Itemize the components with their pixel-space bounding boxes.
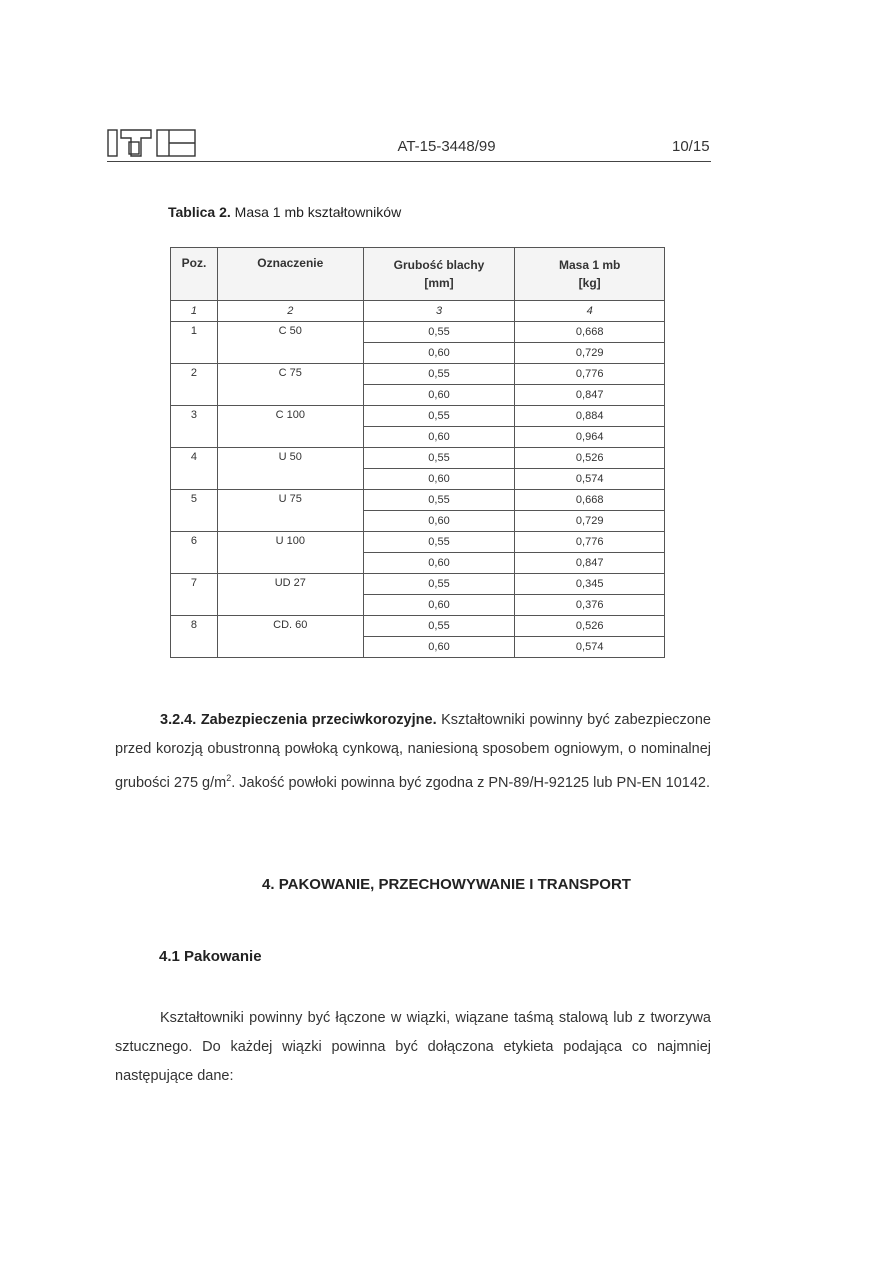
- header-grubosc-line2: [mm]: [424, 276, 454, 290]
- section-3-2-4-text-end: . Jakość powłoki powinna być zgodna z PN-89/H-92125 lub PN-EN 10142.: [231, 774, 711, 791]
- cell-oznaczenie: C 50: [217, 322, 363, 364]
- header-masa-line2: [kg]: [578, 276, 601, 290]
- index-cell: 1: [171, 301, 218, 322]
- header-masa: [515, 248, 665, 301]
- cell-poz: 7: [171, 574, 218, 616]
- cell-masa: 0,526: [515, 616, 665, 637]
- section-3-2-4: [115, 706, 711, 798]
- cell-masa: 0,964: [515, 427, 665, 448]
- cell-masa: 0,776: [515, 532, 665, 553]
- cell-grubosc: 0,60: [363, 469, 515, 490]
- cell-grubosc: 0,60: [363, 595, 515, 616]
- table-caption: [168, 204, 401, 220]
- cell-grubosc: 0,55: [363, 574, 515, 595]
- cell-oznaczenie: C 75: [217, 364, 363, 406]
- cell-grubosc: 0,55: [363, 532, 515, 553]
- cell-poz: 2: [171, 364, 218, 406]
- chapter-4-title: 4. PAKOWANIE, PRZECHOWYWANIE I TRANSPORT: [262, 876, 631, 893]
- index-cell: 3: [363, 301, 515, 322]
- header-divider: [107, 161, 711, 162]
- cell-grubosc: 0,55: [363, 406, 515, 427]
- cell-masa: 0,847: [515, 385, 665, 406]
- header-poz: Poz.: [171, 248, 218, 301]
- cell-grubosc: 0,60: [363, 553, 515, 574]
- table-row: [171, 616, 665, 637]
- cell-oznaczenie: CD. 60: [217, 616, 363, 658]
- section-3-2-4-text: Kształtowniki powinny być zabezpieczone przed korozją obustronną powłoką cynkową, naniesioną sposobem ogniowym, o nominalnej grubości 275 g/m: [115, 712, 712, 791]
- cell-masa: 0,376: [515, 595, 665, 616]
- cell-poz: 8: [171, 616, 218, 658]
- table-row: [171, 448, 665, 469]
- header-grubosc: [363, 248, 515, 301]
- cell-masa: 0,776: [515, 364, 665, 385]
- cell-masa: 0,884: [515, 406, 665, 427]
- cell-grubosc: 0,60: [363, 385, 515, 406]
- cell-grubosc: 0,60: [363, 343, 515, 364]
- cell-masa: 0,574: [515, 469, 665, 490]
- cell-masa: 0,847: [515, 553, 665, 574]
- table-caption-text: Masa 1 mb kształtowników: [234, 204, 402, 220]
- cell-masa: 0,668: [515, 490, 665, 511]
- header-masa-line1: Masa 1 mb: [558, 258, 621, 272]
- page-number: 10/15: [672, 138, 710, 155]
- index-cell: 4: [515, 301, 665, 322]
- cell-grubosc: 0,55: [363, 448, 515, 469]
- table-row: [171, 322, 665, 343]
- column-index-row: [171, 301, 665, 322]
- table-row: [171, 490, 665, 511]
- cell-poz: 5: [171, 490, 218, 532]
- unit-superscript: 2: [226, 773, 232, 783]
- cell-masa: 0,574: [515, 637, 665, 658]
- cell-poz: 1: [171, 322, 218, 364]
- cell-grubosc: 0,60: [363, 637, 515, 658]
- cell-grubosc: 0,60: [363, 511, 515, 532]
- table-row: [171, 532, 665, 553]
- section-3-2-4-number: 3.2.4.: [160, 712, 197, 728]
- cell-grubosc: 0,55: [363, 322, 515, 343]
- index-cell: 2: [217, 301, 363, 322]
- cell-grubosc: 0,55: [363, 616, 515, 637]
- cell-poz: 6: [171, 532, 218, 574]
- cell-oznaczenie: U 50: [217, 448, 363, 490]
- cell-grubosc: 0,55: [363, 364, 515, 385]
- cell-oznaczenie: U 75: [217, 490, 363, 532]
- table-row: [171, 364, 665, 385]
- cell-masa: 0,526: [515, 448, 665, 469]
- cell-poz: 3: [171, 406, 218, 448]
- section-3-2-4-title: Zabezpieczenia przeciwkorozyjne.: [200, 712, 437, 728]
- table-row: [171, 406, 665, 427]
- section-4-1-title: 4.1 Pakowanie: [159, 948, 262, 965]
- document-id: AT-15-3448/99: [397, 138, 496, 155]
- table-caption-label: Tablica 2.: [168, 204, 231, 220]
- header-oznaczenie: Oznaczenie: [217, 248, 363, 301]
- cell-masa: 0,729: [515, 343, 665, 364]
- cell-masa: 0,729: [515, 511, 665, 532]
- cell-poz: 4: [171, 448, 218, 490]
- cell-masa: 0,345: [515, 574, 665, 595]
- mass-table: [170, 247, 665, 658]
- cell-oznaczenie: U 100: [217, 532, 363, 574]
- cell-grubosc: 0,60: [363, 427, 515, 448]
- table-row: [171, 574, 665, 595]
- cell-oznaczenie: UD 27: [217, 574, 363, 616]
- header-grubosc-line1: Grubość blachy: [393, 258, 485, 272]
- section-4-1-text: Kształtowniki powinny być łączone w wiązki, wiązane taśmą stalową lub z tworzywa sztucznego. Do każdej wiązki powinna być dołączona etykieta podająca co najmniej następujące dane:: [115, 1010, 711, 1084]
- cell-oznaczenie: C 100: [217, 406, 363, 448]
- cell-grubosc: 0,55: [363, 490, 515, 511]
- cell-masa: 0,668: [515, 322, 665, 343]
